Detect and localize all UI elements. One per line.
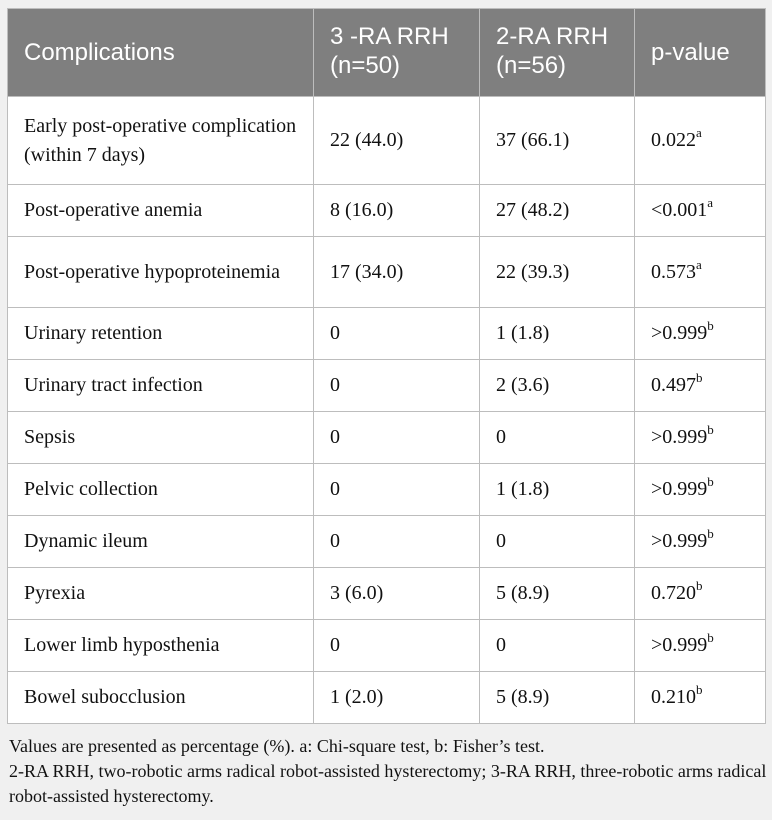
p-value-text: 0.573 bbox=[651, 260, 696, 283]
header-complications: Complications bbox=[8, 9, 314, 97]
header-p-value: p-value bbox=[635, 9, 766, 97]
footnote-line-2: 2-RA RRH, two-robotic arms radical robot-assisted hysterectomy; 3-RA RRH, three-robotic arms radical robot-assisted hysterectomy. bbox=[9, 761, 767, 806]
p-value-test-marker: b bbox=[707, 422, 714, 438]
header-3ra-rrh bbox=[314, 9, 480, 97]
table-row bbox=[8, 185, 766, 237]
cell-3ra-rrh: 0 bbox=[314, 308, 480, 360]
cell-3ra-rrh: 0 bbox=[314, 464, 480, 516]
table-row bbox=[8, 620, 766, 672]
cell-p-value bbox=[635, 97, 766, 185]
header-2ra-line2: (n=56) bbox=[496, 52, 567, 79]
table-row bbox=[8, 516, 766, 568]
cell-3ra-rrh: 22 (44.0) bbox=[314, 97, 480, 185]
p-value-text: >0.999 bbox=[651, 634, 708, 656]
p-value-text: <0.001 bbox=[651, 199, 708, 221]
cell-p-value bbox=[635, 237, 766, 308]
cell-3ra-rrh: 0 bbox=[314, 620, 480, 672]
cell-3ra-rrh: 0 bbox=[314, 516, 480, 568]
cell-2ra-rrh: 37 (66.1) bbox=[480, 97, 635, 185]
p-value-test-marker: a bbox=[707, 195, 714, 211]
cell-complication: Bowel subocclusion bbox=[8, 672, 314, 724]
table-footnote bbox=[7, 724, 769, 809]
cell-3ra-rrh: 0 bbox=[314, 412, 480, 464]
table-row bbox=[8, 672, 766, 724]
cell-2ra-rrh: 22 (39.3) bbox=[480, 237, 635, 308]
cell-2ra-rrh: 0 bbox=[480, 516, 635, 568]
cell-p-value bbox=[635, 672, 766, 724]
table-row bbox=[8, 237, 766, 308]
table-row bbox=[8, 568, 766, 620]
p-value-text: >0.999 bbox=[651, 426, 708, 448]
p-value-text: 0.720 bbox=[651, 582, 696, 604]
cell-p-value bbox=[635, 412, 766, 464]
p-value-test-marker: b bbox=[696, 370, 703, 386]
p-value-text: 0.210 bbox=[651, 686, 696, 708]
p-value-test-marker: b bbox=[707, 630, 714, 646]
p-value-test-marker: a bbox=[696, 125, 702, 141]
complications-table-container bbox=[7, 8, 765, 809]
cell-p-value bbox=[635, 620, 766, 672]
cell-complication: Pelvic collection bbox=[8, 464, 314, 516]
cell-p-value bbox=[635, 464, 766, 516]
cell-complication: Sepsis bbox=[8, 412, 314, 464]
p-value-text: >0.999 bbox=[651, 478, 708, 500]
p-value-text: >0.999 bbox=[651, 530, 708, 552]
complications-table bbox=[7, 8, 766, 724]
cell-complication: Urinary tract infection bbox=[8, 360, 314, 412]
cell-2ra-rrh: 1 (1.8) bbox=[480, 308, 635, 360]
header-2ra-rrh bbox=[480, 9, 635, 97]
cell-3ra-rrh: 8 (16.0) bbox=[314, 185, 480, 237]
p-value-text: 0.022 bbox=[651, 129, 696, 151]
cell-2ra-rrh: 1 (1.8) bbox=[480, 464, 635, 516]
footnote-line-1: Values are presented as percentage (%). a: Chi-square test, b: Fisher’s test. bbox=[9, 736, 545, 756]
cell-2ra-rrh: 2 (3.6) bbox=[480, 360, 635, 412]
table-row bbox=[8, 412, 766, 464]
table-header bbox=[8, 9, 766, 97]
p-value-test-marker: b bbox=[696, 578, 703, 594]
cell-p-value bbox=[635, 308, 766, 360]
cell-3ra-rrh: 17 (34.0) bbox=[314, 237, 480, 308]
table-row bbox=[8, 360, 766, 412]
cell-p-value bbox=[635, 516, 766, 568]
cell-complication: Lower limb hyposthenia bbox=[8, 620, 314, 672]
cell-3ra-rrh: 1 (2.0) bbox=[314, 672, 480, 724]
cell-complication: Post-operative anemia bbox=[8, 185, 314, 237]
p-value-test-marker: b bbox=[707, 474, 714, 490]
p-value-test-marker: b bbox=[696, 682, 703, 698]
p-value-test-marker: a bbox=[696, 256, 702, 272]
table-row bbox=[8, 97, 766, 185]
p-value-text: >0.999 bbox=[651, 322, 708, 344]
table-row bbox=[8, 308, 766, 360]
p-value-test-marker: b bbox=[707, 526, 714, 542]
cell-complication: Pyrexia bbox=[8, 568, 314, 620]
header-row bbox=[8, 9, 766, 97]
cell-complication: Early post-operative complication (within 7 days) bbox=[8, 97, 314, 185]
cell-2ra-rrh: 0 bbox=[480, 412, 635, 464]
header-3ra-line1: 3 -RA RRH bbox=[330, 23, 449, 50]
cell-complication: Dynamic ileum bbox=[8, 516, 314, 568]
cell-3ra-rrh: 0 bbox=[314, 360, 480, 412]
cell-p-value bbox=[635, 185, 766, 237]
p-value-test-marker: b bbox=[707, 318, 714, 334]
header-2ra-line1: 2-RA RRH bbox=[496, 23, 609, 50]
cell-complication: Post-operative hypoproteinemia bbox=[8, 237, 314, 308]
table-body bbox=[8, 97, 766, 724]
cell-2ra-rrh: 5 (8.9) bbox=[480, 672, 635, 724]
header-3ra-line2: (n=50) bbox=[330, 52, 401, 79]
cell-p-value bbox=[635, 360, 766, 412]
cell-2ra-rrh: 27 (48.2) bbox=[480, 185, 635, 237]
p-value-text: 0.497 bbox=[651, 374, 696, 396]
cell-2ra-rrh: 0 bbox=[480, 620, 635, 672]
cell-3ra-rrh: 3 (6.0) bbox=[314, 568, 480, 620]
cell-p-value bbox=[635, 568, 766, 620]
table-row bbox=[8, 464, 766, 516]
cell-complication: Urinary retention bbox=[8, 308, 314, 360]
cell-2ra-rrh: 5 (8.9) bbox=[480, 568, 635, 620]
